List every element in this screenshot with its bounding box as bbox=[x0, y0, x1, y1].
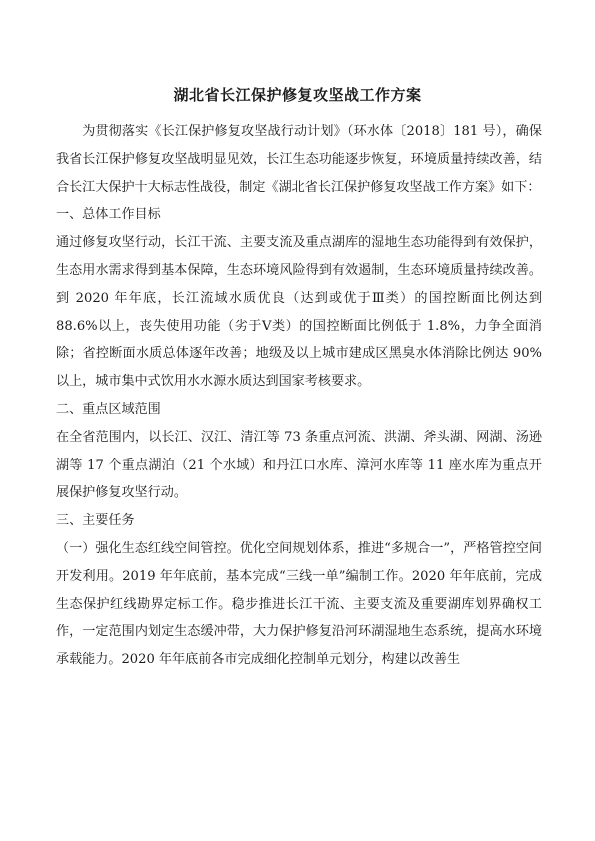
document-title: 湖北省长江保护修复攻坚战工作方案 bbox=[173, 86, 422, 104]
section-body-regions: 在全省范围内，以长江、汉江、清江等 73 条重点河流、洪湖、斧头湖、网湖、汤逊湖等 17 个重点湖泊（21 个水域）和丹江口水库、漳河水库等 11 座水库为重点开展保护修复攻坚行动。 bbox=[56, 429, 542, 501]
section-heading-regions: 二、重点区域范围 bbox=[56, 401, 161, 417]
intro-paragraph: 为贯彻落实《长江保护修复攻坚战行动计划》（环水体〔2018〕181 号），确保我省长江保护修复攻坚战明显见效，长江生态功能逐步恢复，环境质量持续改善，结合长江大保护十大标志性战役，制定《湖北省长江保护修复攻坚战工作方案》如下： bbox=[56, 124, 542, 195]
section-heading-goals: 一、总体工作目标 bbox=[56, 207, 161, 223]
section-body-task-1: （一）强化生态红线空间管控。优化空间规划体系，推进“多规合一”，严格管控空间开发利用。2019 年年底前，基本完成“三线一单”编制工作。2020 年年底前，完成生态保护红线勘界定标工作。稳步推进长江干流、主要支流及重要湖库划界确权工作，一定范围内划定生态缓冲带，大力保护修复沿河环湖湿地生态系统，提高水环境承载能力。2020 年年底前各市完成细化控制单元划分，构建以改善生 bbox=[56, 540, 542, 668]
section-heading-tasks: 三、主要任务 bbox=[56, 513, 135, 529]
section-body-goals: 通过修复攻坚行动，长江干流、主要支流及重点湖库的湿地生态功能得到有效保护，生态用水需求得到基本保障，生态环境风险得到有效遏制，生态环境质量持续改善。到 2020 年年底，长江流域水质优良（达到或优于Ⅲ类）的国控断面比例达到 88.6%以上，丧失使用功能（劣于Ⅴ类）的国控断面比例低于 1.8%，力争全面消除；省控断面水质总体逐年改善；地级及以上城市建成区黑臭水体消除比例达 90%以上，城市集中式饮用水水源水质达到国家考核要求。 bbox=[56, 235, 542, 390]
document-body bbox=[56, 118, 542, 674]
